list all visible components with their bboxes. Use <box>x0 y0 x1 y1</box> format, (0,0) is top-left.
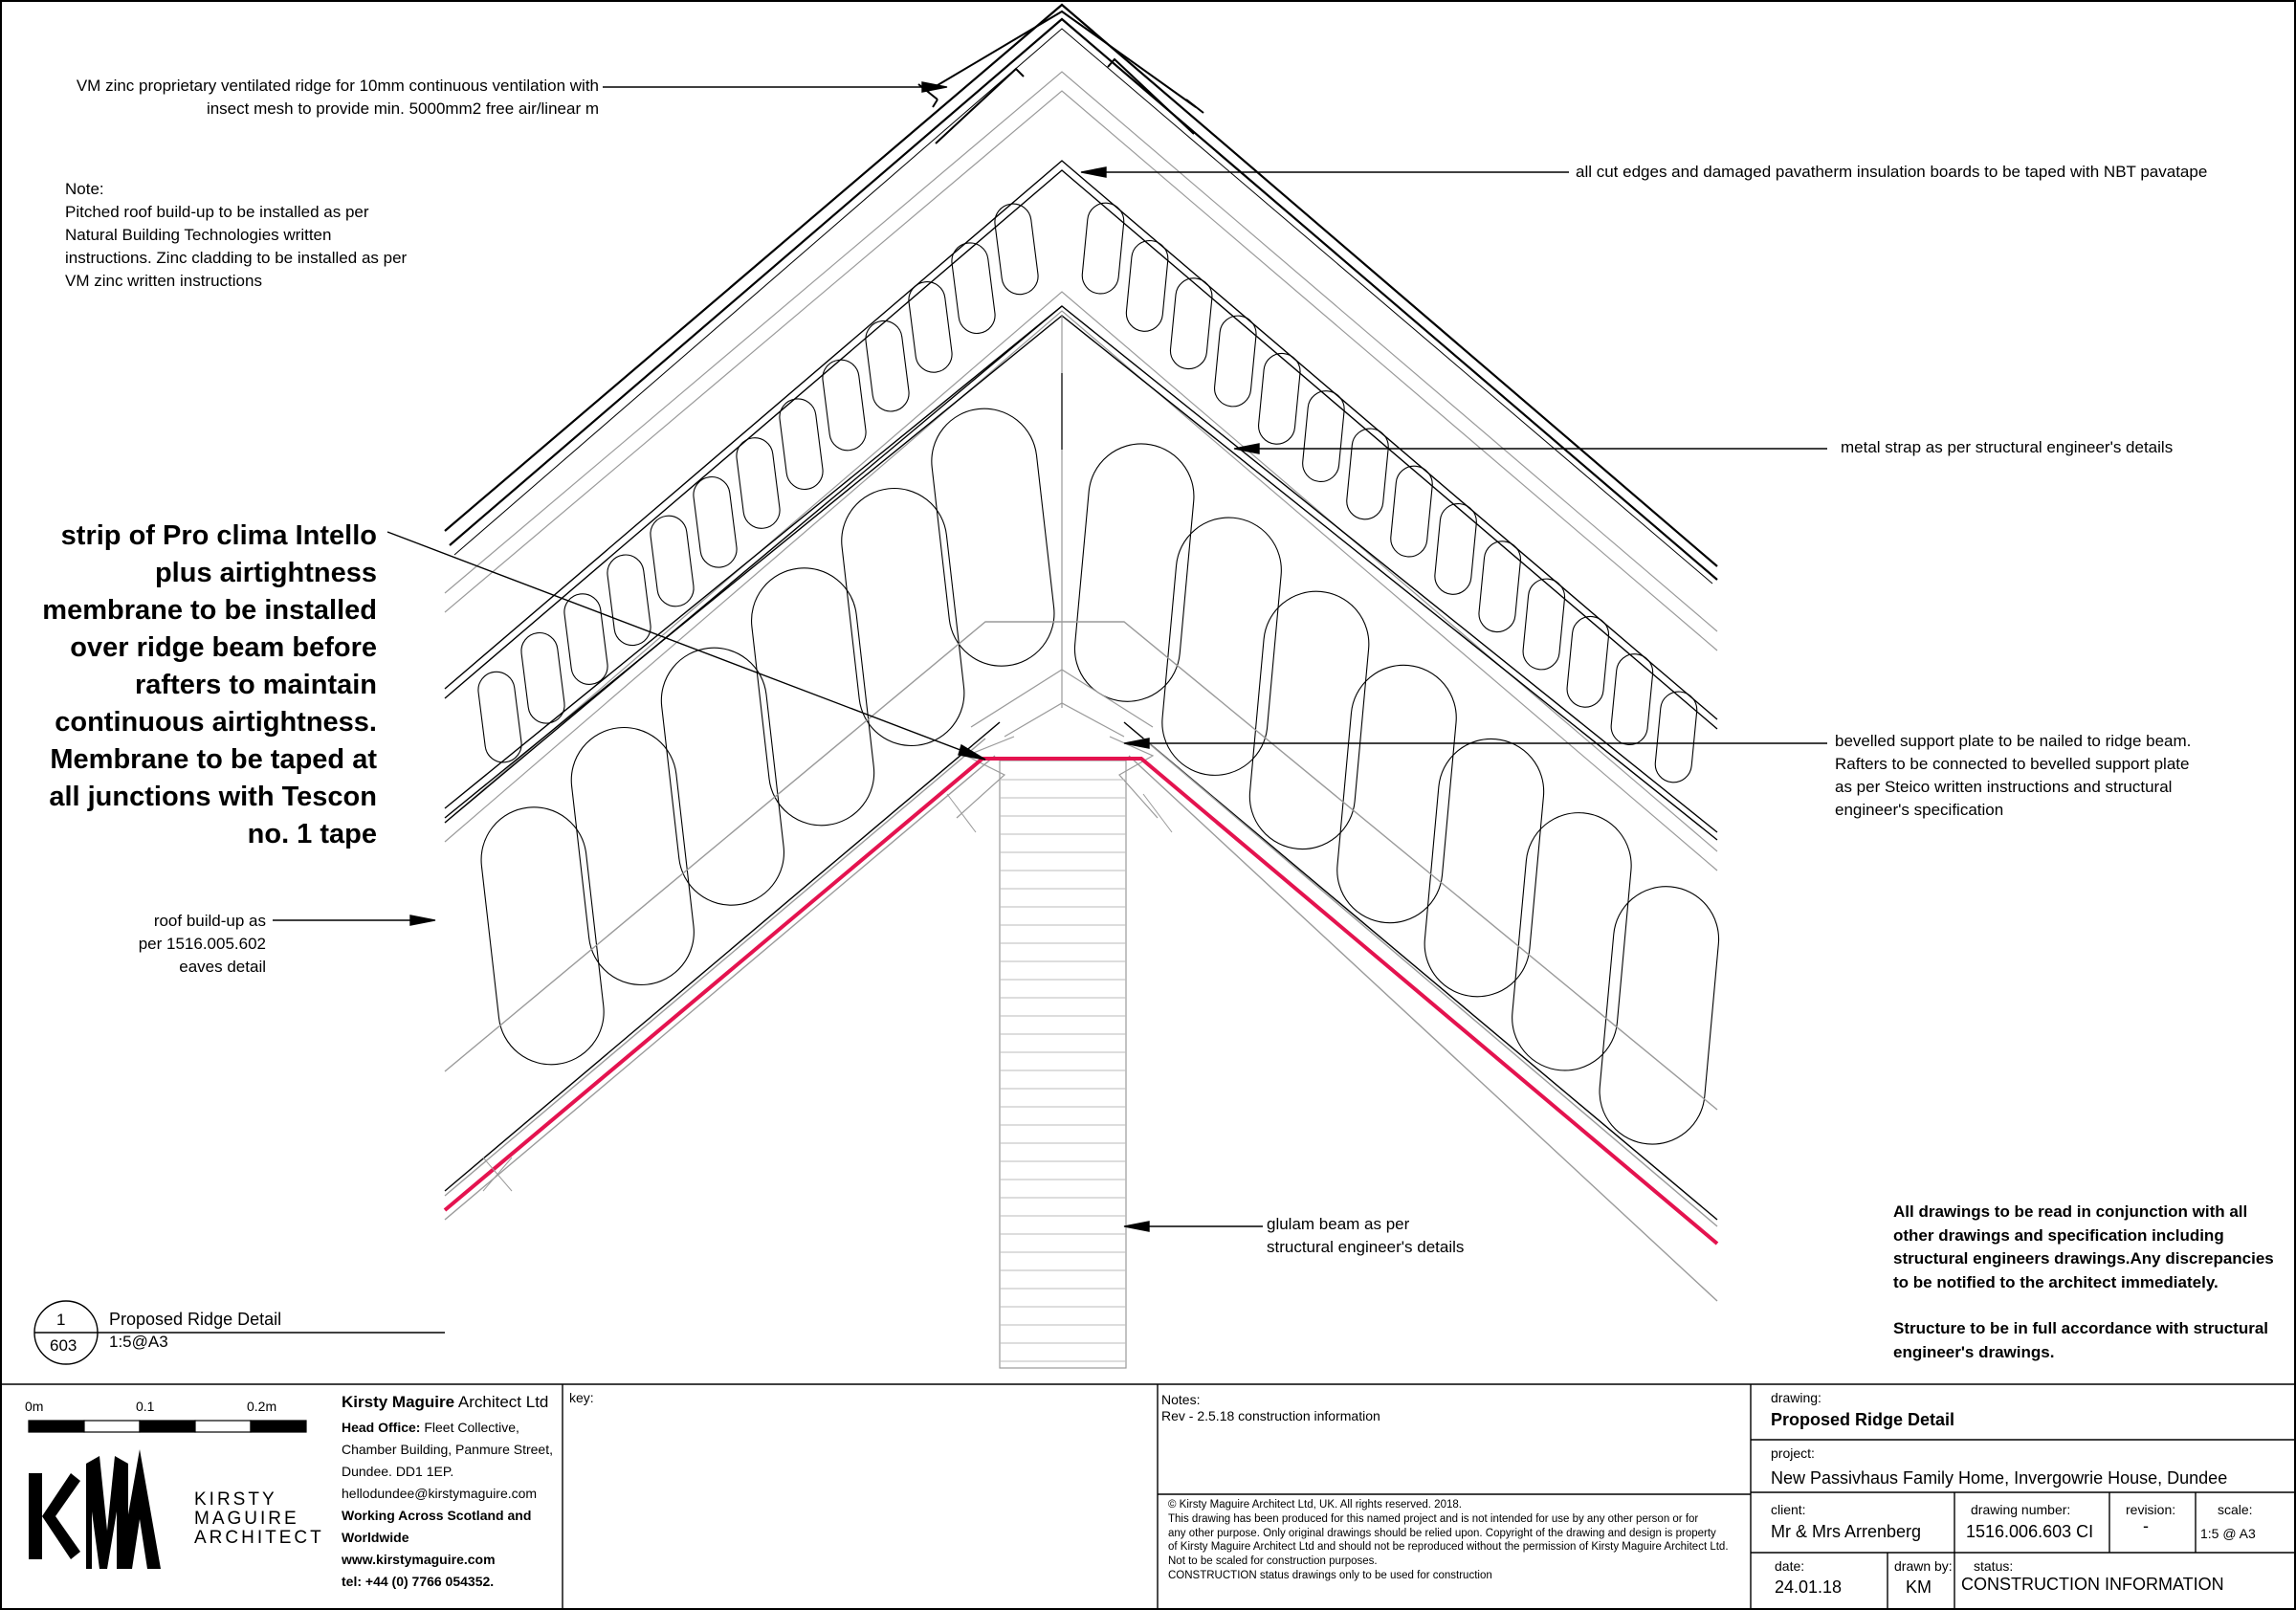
client-name: Mr & Mrs Arrenberg <box>1771 1522 1922 1541</box>
insulation-loop <box>565 722 699 991</box>
membrane-note <box>38 518 377 853</box>
membrane-line: rafters to maintain <box>135 670 377 700</box>
copyright-line: Not to be scaled for construction purposes. <box>1168 1555 1378 1568</box>
revision-note: Rev - 2.5.18 construction information <box>1161 1408 1380 1423</box>
rafters <box>445 306 1717 1301</box>
general-notes-bold <box>1893 1201 2274 1364</box>
membrane-line: all junctions with Tescon <box>49 782 377 812</box>
scale-value: 1:5 @ A3 <box>2200 1526 2256 1541</box>
detail-number: 1 <box>56 1311 66 1329</box>
glulam-beam <box>1000 761 1126 1368</box>
insulation-loop <box>1246 586 1374 853</box>
bevelled-line: Rafters to be connected to bevelled support plate <box>1835 755 2190 773</box>
insulation-loop <box>993 202 1041 297</box>
logo-line: ARCHITECT <box>194 1528 324 1548</box>
company-tel: tel: +44 (0) 7766 054352. <box>342 1574 495 1589</box>
membrane-line: continuous airtightness. <box>55 707 377 738</box>
insulation-loop <box>1257 352 1302 446</box>
date-value: 24.01.18 <box>1775 1577 1843 1597</box>
insulation-loop <box>563 592 610 687</box>
project-name: New Passivhaus Family Home, Invergowrie House, Dundee <box>1771 1468 2228 1488</box>
bevelled-plate-note <box>1835 730 2191 822</box>
company-name <box>342 1392 548 1413</box>
copyright-line: This drawing has been produced for this named project and is not intended for use by any other person or for <box>1168 1512 1699 1525</box>
copyright-line: CONSTRUCTION status drawings only to be used for construction <box>1168 1569 1492 1581</box>
logo-wordmark <box>194 1490 324 1548</box>
insulation-loop <box>649 514 696 608</box>
drawn-by-label: drawn by: <box>1894 1558 1953 1574</box>
logo-line: MAGUIRE <box>194 1509 299 1529</box>
office-line-2: Chamber Building, Panmure Street, <box>342 1442 553 1457</box>
membrane-line: Membrane to be taped at <box>50 744 377 775</box>
insulation-loop <box>1333 661 1461 928</box>
note-line: Note: <box>65 180 104 198</box>
insulation-loop <box>1420 735 1548 1002</box>
copyright-line: any other purpose. Only original drawings should be relied upon. Copyright of the drawing and design is property <box>1168 1527 1716 1539</box>
membrane-line: plus airtightness <box>154 558 377 588</box>
leader-lines <box>273 82 1827 1231</box>
insulation-loop <box>778 397 826 492</box>
glulam-note <box>1267 1213 1464 1259</box>
working-line-1: Working Across Scotland and <box>342 1508 532 1523</box>
drawing-label: drawing: <box>1771 1390 1821 1405</box>
insulation-loop <box>746 562 880 831</box>
note-line: VM zinc written instructions <box>65 272 262 290</box>
insulation-loop <box>1595 882 1723 1149</box>
bevelled-line: bevelled support plate to be nailed to ridge beam. <box>1835 732 2192 750</box>
insulation-loop <box>1508 808 1636 1075</box>
insulation-loop <box>655 642 789 911</box>
insulation-loop <box>735 435 783 530</box>
general-notes-line: other drawings and specification including <box>1893 1225 2224 1245</box>
vm-zinc-note <box>38 75 599 121</box>
note-line: Natural Building Technologies written <box>65 226 332 244</box>
detail-scale: 1:5@A3 <box>109 1333 168 1351</box>
status-label: status: <box>1974 1558 2014 1574</box>
membrane-line: membrane to be installed <box>42 595 377 626</box>
insulation-loop <box>1301 389 1346 483</box>
glulam-line: glulam beam as per <box>1267 1215 1410 1233</box>
general-notes-line: to be notified to the architect immediately. <box>1893 1272 2219 1291</box>
insulation-loop <box>1071 439 1199 706</box>
status-value: CONSTRUCTION INFORMATION <box>1961 1575 2224 1594</box>
notes-label: Notes: <box>1161 1392 1201 1407</box>
glulam-laminations <box>1000 780 1126 1361</box>
insulation-loop <box>950 241 998 336</box>
ventilated-ridge-cap <box>918 11 1203 143</box>
client-label: client: <box>1771 1502 1806 1517</box>
project-label: project: <box>1771 1445 1815 1461</box>
roof-buildup-line: eaves detail <box>179 958 266 976</box>
vm-zinc-line-2: insect mesh to provide min. 5000mm2 free air/linear m <box>206 99 599 118</box>
insulation-loop <box>1654 690 1699 783</box>
insulation-loop <box>821 358 869 452</box>
drawing-number-label: drawing number: <box>1971 1502 2071 1517</box>
insulation-loop <box>1213 314 1258 408</box>
working-line-2: Worldwide <box>342 1530 409 1545</box>
detail-sheet: 603 <box>50 1336 77 1355</box>
wood-fibre-insulation-right <box>1071 439 1724 1149</box>
office-line <box>342 1417 553 1439</box>
company-website[interactable]: www.kirstymaguire.com <box>342 1552 496 1567</box>
revision-value: - <box>2143 1516 2149 1535</box>
insulation-loop <box>907 279 955 374</box>
roof-buildup-note <box>38 910 266 979</box>
insulation-loop <box>1609 652 1654 746</box>
copyright-line: of Kirsty Maguire Architect Ltd and should not be reproduced without the permission of Kirsty Maguire Architect Ltd. <box>1168 1541 1729 1554</box>
office-line-1: Fleet Collective, <box>420 1420 519 1435</box>
revision-label: revision: <box>2126 1502 2176 1517</box>
drawing-number: 1516.006.603 CI <box>1966 1522 2094 1541</box>
membrane-line: strip of Pro clima Intello <box>60 520 377 551</box>
company-name-rest: Architect Ltd <box>454 1393 549 1411</box>
insulation-layers <box>445 161 1717 840</box>
note-line: instructions. Zinc cladding to be installed as per <box>65 249 408 267</box>
membrane-line: over ridge beam before <box>70 632 377 663</box>
metal-strap-note: metal strap as per structural engineer's details <box>1841 438 2174 456</box>
company-details <box>342 1417 553 1593</box>
wood-fibre-insulation-left <box>475 403 1060 1070</box>
bevelled-line: engineer's specification <box>1835 801 2004 819</box>
scale-label: scale: <box>2218 1502 2253 1517</box>
zinc-cladding <box>445 5 1717 584</box>
cut-edges-note: all cut edges and damaged pavatherm insulation boards to be taped with NBT pavatape <box>1576 163 2208 181</box>
battens <box>445 72 1717 871</box>
kma-logo <box>29 1445 163 1569</box>
glulam-line: structural engineer's details <box>1267 1238 1465 1256</box>
office-line-3: Dundee. DD1 1EP. <box>342 1464 454 1479</box>
office-label: Head Office: <box>342 1420 421 1435</box>
detail-title: Proposed Ridge Detail <box>109 1310 282 1329</box>
key-label: key: <box>569 1390 594 1405</box>
note-line: Pitched roof build-up to be installed as per <box>65 203 369 221</box>
insulation-loop <box>864 319 912 413</box>
scale-label-1: 0.1 <box>136 1399 155 1414</box>
general-notes-line: engineer's drawings. <box>1893 1342 2055 1361</box>
membrane-line: no. 1 tape <box>247 819 377 849</box>
scale-label-0: 0m <box>25 1399 44 1414</box>
roof-buildup-line: roof build-up as <box>153 912 266 930</box>
insulation-loop <box>1081 201 1126 295</box>
general-notes-line: All drawings to be read in conjunction with all <box>1893 1202 2248 1221</box>
general-notes-line: structural engineers drawings.Any discrepancies <box>1893 1249 2274 1268</box>
drawing-title: Proposed Ridge Detail <box>1771 1410 1955 1429</box>
insulation-loop <box>1389 464 1434 558</box>
insulation-loop <box>1169 276 1214 370</box>
insulation-loop <box>1345 427 1390 520</box>
insulation-loop <box>1125 239 1170 333</box>
drawn-by-value: KM <box>1906 1577 1932 1597</box>
vm-zinc-line-1: VM zinc proprietary ventilated ridge for 10mm continuous ventilation with <box>76 77 599 95</box>
copyright-line: © Kirsty Maguire Architect Ltd, UK. All rights reserved. 2018. <box>1168 1499 1462 1511</box>
scale-bar <box>29 1421 306 1432</box>
insulation-loop <box>606 553 653 648</box>
scale-label-2: 0.2m <box>247 1399 277 1414</box>
general-note <box>65 178 407 293</box>
roof-buildup-line: per 1516.005.602 <box>138 935 266 953</box>
bevelled-line: as per Steico written instructions and structural <box>1835 778 2173 796</box>
general-notes-line: Structure to be in full accordance with structural <box>1893 1319 2269 1337</box>
insulation-loop <box>1521 577 1566 671</box>
company-name-bold: Kirsty Maguire <box>342 1393 455 1411</box>
insulation-loop <box>1565 615 1610 709</box>
insulation-loop <box>1433 502 1478 596</box>
copyright-block <box>1168 1498 1729 1583</box>
insulation-loop <box>692 474 740 569</box>
insulation-loop <box>519 630 567 725</box>
airtightness-membrane <box>445 759 1717 1244</box>
insulation-loop <box>1477 540 1522 633</box>
insulation-loop <box>926 403 1060 672</box>
general-notes-spacer <box>1893 1294 2274 1317</box>
date-label: date: <box>1775 1558 1805 1574</box>
logo-line: KIRSTY <box>194 1489 277 1510</box>
company-email[interactable]: hellodundee@kirstymaguire.com <box>342 1486 538 1501</box>
